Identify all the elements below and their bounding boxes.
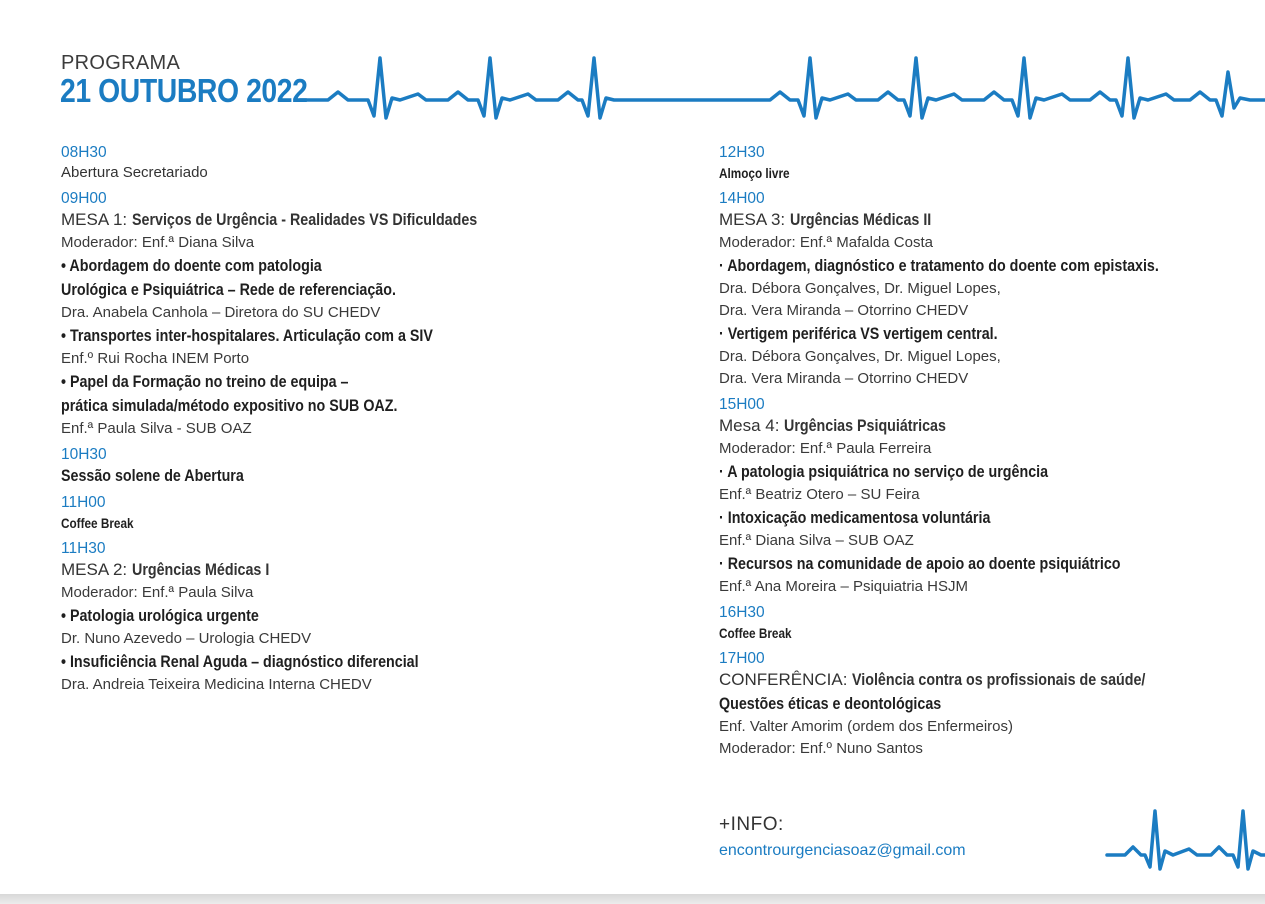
conference-heading: [719, 668, 1259, 692]
time-1030: 10H30: [61, 446, 107, 463]
programa-label: PROGRAMA: [61, 52, 181, 74]
mesa-heading: [61, 558, 661, 582]
time-1700: 17H00: [719, 650, 765, 667]
talk-title: • Abordagem do doente com patologia: [61, 256, 322, 275]
speaker: Dra. Vera Miranda – Otorrino CHEDV: [719, 370, 969, 387]
program-column-right: [719, 142, 1259, 760]
speaker: Dr. Nuno Azevedo – Urologia CHEDV: [61, 630, 312, 647]
speaker: Enf.ª Diana Silva – SUB OAZ: [719, 532, 914, 549]
mesa-prefix: Mesa 4:: [719, 416, 785, 435]
conference-prefix: CONFERÊNCIA:: [719, 670, 853, 689]
time-1500: 15H00: [719, 396, 765, 413]
moderator: Moderador: Enf.ª Paula Silva: [61, 584, 254, 601]
session-text: Abertura Secretariado: [61, 164, 208, 181]
mesa-prefix: MESA 3:: [719, 210, 790, 229]
talk-title: · Recursos na comunidade de apoio ao doente psiquiátrico: [719, 554, 1121, 573]
speaker: Enf.ª Paula Silva - SUB OAZ: [61, 420, 252, 437]
mesa-prefix: MESA 1:: [61, 210, 132, 229]
ecg-line-small-icon: [1105, 805, 1265, 875]
session-title: Sessão solene de Abertura: [61, 466, 244, 485]
page-shadow: [0, 894, 1265, 904]
mesa-title: Serviços de Urgência - Realidades VS Dificuldades: [131, 210, 478, 229]
speaker: Dra. Débora Gonçalves, Dr. Miguel Lopes,: [719, 280, 1001, 297]
mesa-title: Urgências Médicas I: [131, 560, 270, 579]
time-1130: 11H30: [61, 540, 106, 557]
talk-title: • Transportes inter-hospitalares. Articulação com a SIV: [61, 326, 433, 345]
talk-title: · Abordagem, diagnóstico e tratamento do doente com epistaxis.: [719, 256, 1159, 275]
coffee-break: Coffee Break: [719, 625, 792, 641]
time-0900: 09H00: [61, 190, 107, 207]
conference-title: Violência contra os profissionais de saúde/: [852, 670, 1146, 689]
time-1230: 12H30: [719, 144, 765, 161]
mesa-title: Urgências Médicas II: [789, 210, 932, 229]
time-1100: 11H00: [61, 494, 106, 511]
talk-title: • Papel da Formação no treino de equipa –: [61, 372, 349, 391]
talk-title: • Patologia urológica urgente: [61, 606, 259, 625]
speaker: Enf.ª Ana Moreira – Psiquiatria HSJM: [719, 578, 968, 595]
moderator: Moderador: Enf.º Nuno Santos: [719, 740, 923, 757]
talk-title: • Insuficiência Renal Aguda – diagnóstico diferencial: [61, 652, 419, 671]
time-0830: 08H30: [61, 144, 107, 161]
program-column-left: [61, 142, 661, 696]
time-1630: 16H30: [719, 604, 765, 621]
mesa-title: Urgências Psiquiátricas: [784, 416, 947, 435]
moderator: Moderador: Enf.ª Mafalda Costa: [719, 234, 933, 251]
talk-title: · Intoxicação medicamentosa voluntária: [719, 508, 991, 527]
info-email-link[interactable]: encontrourgenciasoaz@gmail.com: [719, 842, 966, 859]
mesa-prefix: MESA 2:: [61, 560, 132, 579]
speaker: Dra. Débora Gonçalves, Dr. Miguel Lopes,: [719, 348, 1001, 365]
mesa-heading: [719, 414, 1259, 438]
talk-title: · A patologia psiquiátrica no serviço de urgência: [719, 462, 1049, 481]
talk-title: prática simulada/método expositivo no SUB OAZ.: [61, 396, 398, 415]
mesa-heading: [719, 208, 1259, 232]
speaker: Enf. Valter Amorim (ordem dos Enfermeiros): [719, 718, 1013, 735]
coffee-break: Coffee Break: [61, 515, 134, 531]
talk-title: Urológica e Psiquiátrica – Rede de referenciação.: [61, 280, 396, 299]
speaker: Dra. Vera Miranda – Otorrino CHEDV: [719, 302, 969, 319]
speaker: Enf.º Rui Rocha INEM Porto: [61, 350, 250, 367]
ecg-line-icon: [300, 50, 1265, 130]
date-title: 21 OUTUBRO 2022: [60, 72, 308, 109]
speaker: Enf.ª Beatriz Otero – SU Feira: [719, 486, 920, 503]
lunch: Almoço livre: [719, 165, 790, 181]
talk-title: · Vertigem periférica VS vertigem central.: [719, 324, 998, 343]
moderator: Moderador: Enf.ª Diana Silva: [61, 234, 255, 251]
mesa-heading: [61, 208, 661, 232]
speaker: Dra. Andreia Teixeira Medicina Interna CHEDV: [61, 676, 372, 693]
info-label: +INFO:: [719, 814, 784, 835]
time-1400: 14H00: [719, 190, 765, 207]
moderator: Moderador: Enf.ª Paula Ferreira: [719, 440, 932, 457]
speaker: Dra. Anabela Canhola – Diretora do SU CHEDV: [61, 304, 381, 321]
conference-title: Questões éticas e deontológicas: [719, 694, 942, 713]
